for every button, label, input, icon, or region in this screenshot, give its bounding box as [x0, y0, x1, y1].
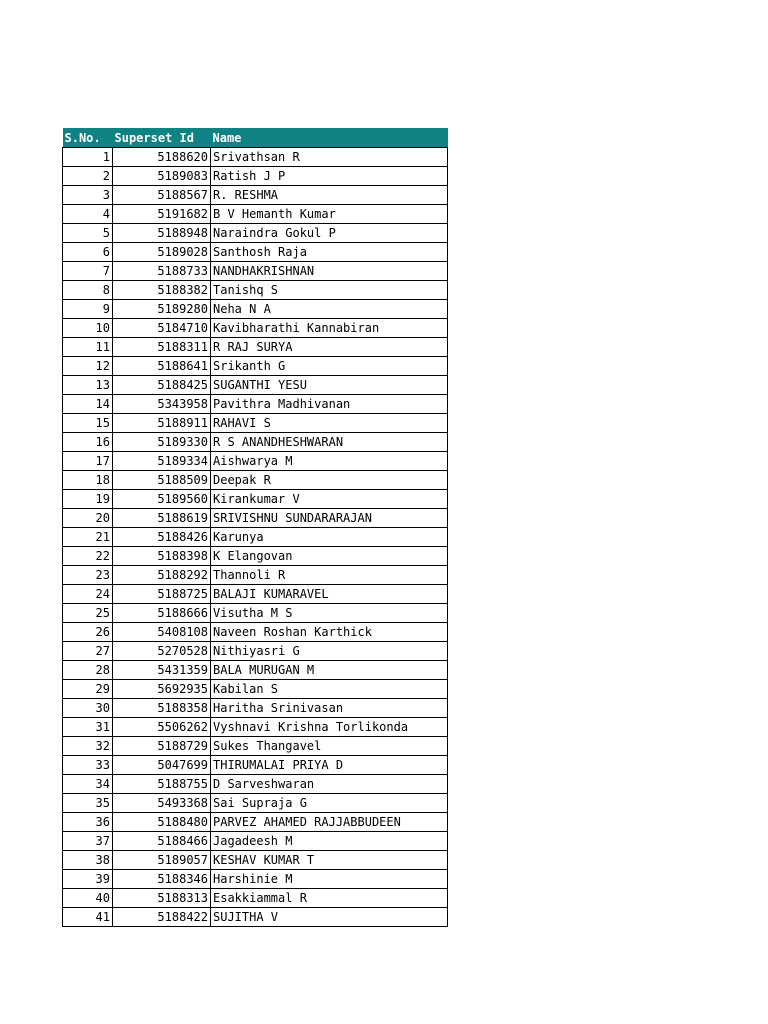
cell-name: BALA MURUGAN M	[211, 661, 448, 680]
table-body	[63, 148, 448, 927]
table-row	[63, 509, 448, 528]
table-row	[63, 243, 448, 262]
table-row	[63, 889, 448, 908]
cell-superset-id: 5188466	[113, 832, 211, 851]
cell-name: Nithiyasri G	[211, 642, 448, 661]
table-row	[63, 851, 448, 870]
table-row	[63, 395, 448, 414]
cell-superset-id: 5270528	[113, 642, 211, 661]
cell-superset-id: 5188567	[113, 186, 211, 205]
cell-name: Vyshnavi Krishna Torlikonda	[211, 718, 448, 737]
cell-superset-id: 5188398	[113, 547, 211, 566]
cell-superset-id: 5189028	[113, 243, 211, 262]
cell-sno: 41	[63, 908, 113, 927]
table-row	[63, 813, 448, 832]
cell-name: B V Hemanth Kumar	[211, 205, 448, 224]
cell-superset-id: 5188666	[113, 604, 211, 623]
cell-superset-id: 5189334	[113, 452, 211, 471]
cell-superset-id: 5493368	[113, 794, 211, 813]
cell-name: Jagadeesh M	[211, 832, 448, 851]
cell-name: Sukes Thangavel	[211, 737, 448, 756]
cell-name: K Elangovan	[211, 547, 448, 566]
cell-name: Ratish J P	[211, 167, 448, 186]
cell-sno: 4	[63, 205, 113, 224]
cell-superset-id: 5506262	[113, 718, 211, 737]
cell-superset-id: 5047699	[113, 756, 211, 775]
cell-name: R S ANANDHESHWARAN	[211, 433, 448, 452]
cell-name: THIRUMALAI PRIYA D	[211, 756, 448, 775]
cell-superset-id: 5188382	[113, 281, 211, 300]
cell-superset-id: 5188509	[113, 471, 211, 490]
table-row	[63, 452, 448, 471]
cell-superset-id: 5188313	[113, 889, 211, 908]
cell-superset-id: 5431359	[113, 661, 211, 680]
cell-superset-id: 5188619	[113, 509, 211, 528]
participants-table	[62, 128, 448, 927]
cell-superset-id: 5188948	[113, 224, 211, 243]
cell-sno: 12	[63, 357, 113, 376]
cell-name: R RAJ SURYA	[211, 338, 448, 357]
table-row	[63, 680, 448, 699]
cell-name: Pavithra Madhivanan	[211, 395, 448, 414]
table-row	[63, 908, 448, 927]
cell-superset-id: 5189083	[113, 167, 211, 186]
table-row	[63, 471, 448, 490]
table-row	[63, 642, 448, 661]
cell-name: Kabilan S	[211, 680, 448, 699]
cell-superset-id: 5188480	[113, 813, 211, 832]
table-row	[63, 718, 448, 737]
cell-sno: 14	[63, 395, 113, 414]
table-row	[63, 870, 448, 889]
cell-superset-id: 5189330	[113, 433, 211, 452]
cell-superset-id: 5343958	[113, 395, 211, 414]
cell-sno: 16	[63, 433, 113, 452]
cell-superset-id: 5188911	[113, 414, 211, 433]
cell-sno: 23	[63, 566, 113, 585]
cell-name: SRIVISHNU SUNDARARAJAN	[211, 509, 448, 528]
cell-name: Neha N A	[211, 300, 448, 319]
header-superset-id: Superset Id	[114, 130, 194, 145]
cell-sno: 8	[63, 281, 113, 300]
cell-sno: 13	[63, 376, 113, 395]
cell-superset-id: 5188620	[113, 148, 211, 167]
cell-sno: 32	[63, 737, 113, 756]
table-row	[63, 490, 448, 509]
cell-superset-id: 5188725	[113, 585, 211, 604]
cell-superset-id: 5191682	[113, 205, 211, 224]
table-row	[63, 376, 448, 395]
cell-name: Sai Supraja G	[211, 794, 448, 813]
cell-sno: 39	[63, 870, 113, 889]
table-row	[63, 699, 448, 718]
cell-sno: 29	[63, 680, 113, 699]
cell-sno: 6	[63, 243, 113, 262]
cell-name: R. RESHMA	[211, 186, 448, 205]
cell-name: Aishwarya M	[211, 452, 448, 471]
cell-name: SUJITHA V	[211, 908, 448, 927]
table-row	[63, 661, 448, 680]
cell-sno: 10	[63, 319, 113, 338]
cell-name: RAHAVI S	[211, 414, 448, 433]
cell-superset-id: 5189560	[113, 490, 211, 509]
cell-sno: 36	[63, 813, 113, 832]
cell-sno: 35	[63, 794, 113, 813]
cell-superset-id: 5692935	[113, 680, 211, 699]
cell-sno: 31	[63, 718, 113, 737]
cell-sno: 28	[63, 661, 113, 680]
cell-sno: 37	[63, 832, 113, 851]
cell-sno: 38	[63, 851, 113, 870]
cell-sno: 30	[63, 699, 113, 718]
table-row	[63, 414, 448, 433]
cell-name: Karunya	[211, 528, 448, 547]
header-sno: S.No.	[64, 130, 101, 145]
cell-name: Visutha M S	[211, 604, 448, 623]
table-row	[63, 528, 448, 547]
cell-superset-id: 5188755	[113, 775, 211, 794]
table-row	[63, 148, 448, 167]
cell-superset-id: 5188425	[113, 376, 211, 395]
cell-name: Kirankumar V	[211, 490, 448, 509]
cell-name: Thannoli R	[211, 566, 448, 585]
cell-name: Tanishq S	[211, 281, 448, 300]
cell-superset-id: 5188641	[113, 357, 211, 376]
cell-sno: 9	[63, 300, 113, 319]
table-row	[63, 737, 448, 756]
cell-sno: 21	[63, 528, 113, 547]
table-row	[63, 623, 448, 642]
cell-name: D Sarveshwaran	[211, 775, 448, 794]
table-row	[63, 604, 448, 623]
cell-name: Naveen Roshan Karthick	[211, 623, 448, 642]
cell-superset-id: 5188311	[113, 338, 211, 357]
cell-name: Haritha Srinivasan	[211, 699, 448, 718]
cell-superset-id: 5408108	[113, 623, 211, 642]
cell-name: Harshinie M	[211, 870, 448, 889]
cell-superset-id: 5188292	[113, 566, 211, 585]
cell-name: Naraindra Gokul P	[211, 224, 448, 243]
cell-sno: 19	[63, 490, 113, 509]
cell-name: BALAJI KUMARAVEL	[211, 585, 448, 604]
table-row	[63, 357, 448, 376]
table-row	[63, 167, 448, 186]
cell-sno: 15	[63, 414, 113, 433]
cell-name: NANDHAKRISHNAN	[211, 262, 448, 281]
table-row	[63, 205, 448, 224]
cell-superset-id: 5184710	[113, 319, 211, 338]
cell-sno: 20	[63, 509, 113, 528]
cell-name: PARVEZ AHAMED RAJJABBUDEEN	[211, 813, 448, 832]
table-row	[63, 319, 448, 338]
table-row	[63, 433, 448, 452]
cell-sno: 5	[63, 224, 113, 243]
table-row	[63, 566, 448, 585]
cell-superset-id: 5188426	[113, 528, 211, 547]
cell-sno: 2	[63, 167, 113, 186]
cell-sno: 40	[63, 889, 113, 908]
cell-sno: 7	[63, 262, 113, 281]
cell-name: Deepak R	[211, 471, 448, 490]
cell-name: SUGANTHI YESU	[211, 376, 448, 395]
table-row	[63, 756, 448, 775]
cell-sno: 27	[63, 642, 113, 661]
cell-sno: 17	[63, 452, 113, 471]
cell-sno: 33	[63, 756, 113, 775]
table-row	[63, 585, 448, 604]
cell-sno: 11	[63, 338, 113, 357]
cell-superset-id: 5188346	[113, 870, 211, 889]
table-row	[63, 775, 448, 794]
cell-sno: 22	[63, 547, 113, 566]
cell-sno: 3	[63, 186, 113, 205]
table-row	[63, 338, 448, 357]
table-row	[63, 300, 448, 319]
cell-name: Kavibharathi Kannabiran	[211, 319, 448, 338]
table-row	[63, 281, 448, 300]
cell-sno: 26	[63, 623, 113, 642]
table-row	[63, 186, 448, 205]
cell-superset-id: 5188729	[113, 737, 211, 756]
table-row	[63, 832, 448, 851]
cell-superset-id: 5188358	[113, 699, 211, 718]
cell-name: Srivathsan R	[211, 148, 448, 167]
header-name: Name	[212, 130, 242, 145]
cell-sno: 18	[63, 471, 113, 490]
cell-sno: 34	[63, 775, 113, 794]
cell-superset-id: 5188733	[113, 262, 211, 281]
cell-sno: 1	[63, 148, 113, 167]
cell-superset-id: 5189057	[113, 851, 211, 870]
cell-name: KESHAV KUMAR T	[211, 851, 448, 870]
cell-name: Srikanth G	[211, 357, 448, 376]
cell-sno: 25	[63, 604, 113, 623]
table-row	[63, 224, 448, 243]
cell-name: Santhosh Raja	[211, 243, 448, 262]
table-row	[63, 262, 448, 281]
table-header-row	[63, 128, 448, 148]
cell-superset-id: 5189280	[113, 300, 211, 319]
cell-name: Esakkiammal R	[211, 889, 448, 908]
cell-sno: 24	[63, 585, 113, 604]
cell-superset-id: 5188422	[113, 908, 211, 927]
table-row	[63, 794, 448, 813]
table-row	[63, 547, 448, 566]
